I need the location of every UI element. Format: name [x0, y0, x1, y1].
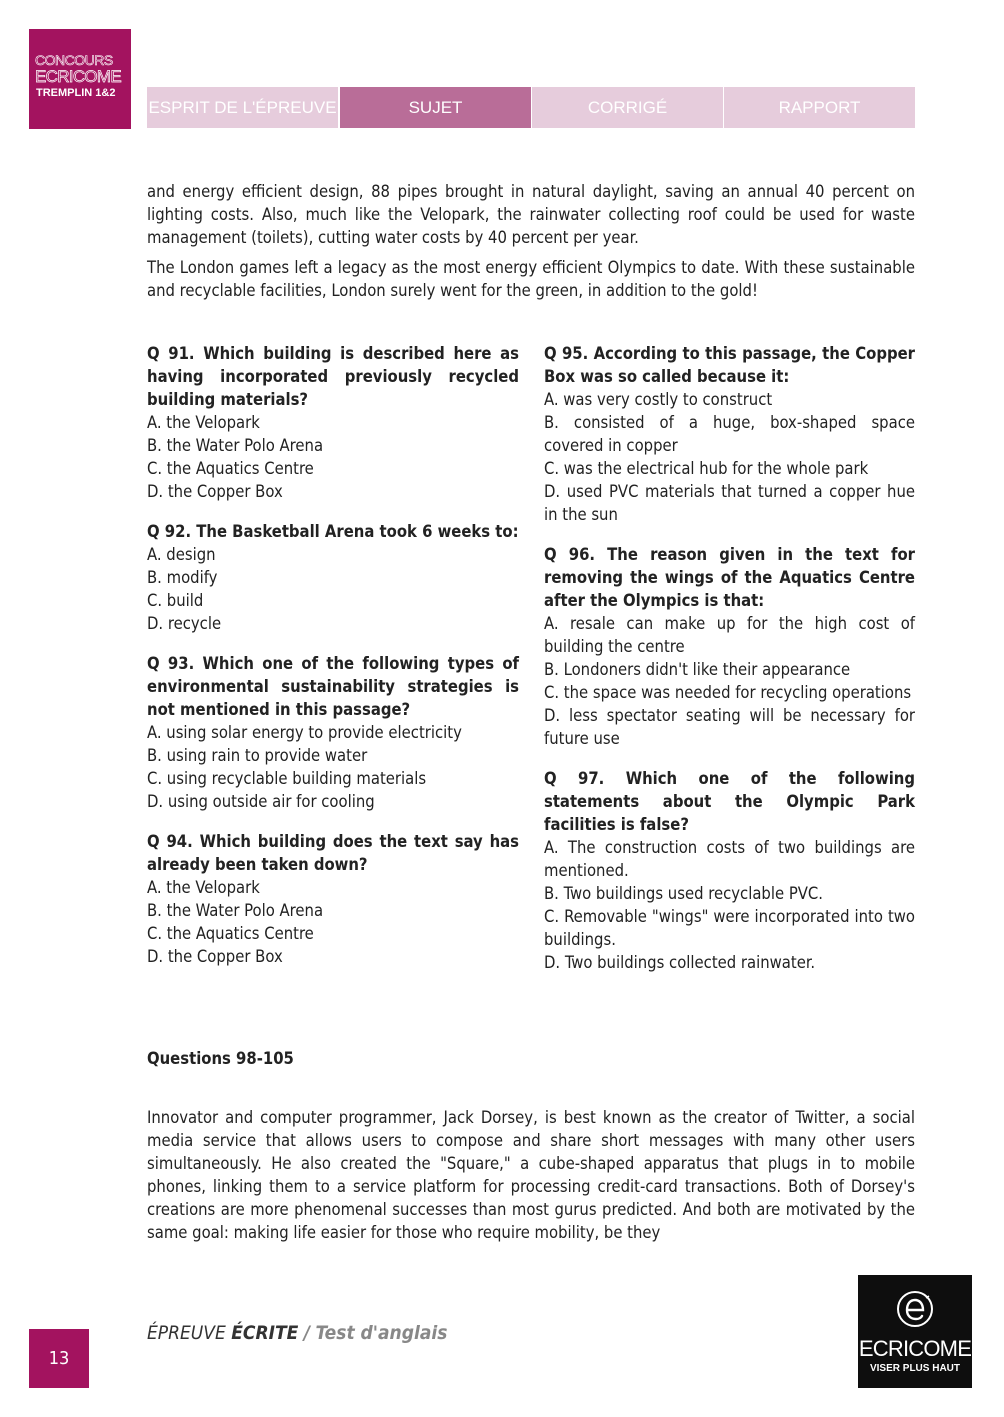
tab-rapport[interactable]: RAPPORT [724, 87, 915, 128]
option-d: D. less spectator seating will be necessary for future use [544, 706, 915, 748]
logo-line-ecricome: ECRICOME [35, 67, 122, 86]
option-b: B. Londoners didn't like their appearance [544, 660, 851, 679]
question-title: Q 95. According to this passage, the Copper Box was so called because it: [544, 344, 915, 386]
footer-subtitle: Test d'anglais [315, 1322, 448, 1344]
footer-title-separator: / [303, 1322, 311, 1344]
question-95 [544, 342, 915, 526]
option-a: A. The construction costs of two buildings are mentioned. [544, 838, 915, 880]
ecricome-badge [858, 1275, 972, 1388]
intro-paragraph-1: and energy efficient design, 88 pipes brought in natural daylight, saving an annual 40 percent on lighting costs. Also, much like the Velopark, the rainwater collecting roof could be used for waste management (toilets), cutting water costs by 40 percent per year. [147, 182, 915, 247]
option-c: C. build [147, 591, 204, 610]
tab-corrige[interactable]: CORRIGÉ [532, 87, 723, 128]
option-c: C. the Aquatics Centre [147, 924, 314, 943]
option-a: A. was very costly to construct [544, 390, 773, 409]
option-d: D. recycle [147, 614, 222, 633]
question-title: Q 92. The Basketball Arena took 6 weeks to: [147, 522, 519, 541]
option-a: A. using solar energy to provide electricity [147, 723, 462, 742]
option-b: B. Two buildings used recyclable PVC. [544, 884, 824, 903]
tab-sujet[interactable]: SUJET [340, 87, 531, 128]
question-title: Q 93. Which one of the following types of environmental sustainability strategies is not mentioned in this passage? [147, 654, 519, 719]
option-b: B. consisted of a huge, box-shaped space covered in copper [544, 413, 915, 455]
question-94 [147, 830, 519, 968]
footer-title [147, 1322, 447, 1344]
question-title: Q 96. The reason given in the text for removing the wings of the Aquatics Centre after the Olympics is that: [544, 545, 915, 610]
logo-line-concours: CONCOURS [35, 52, 113, 68]
ecricome-tagline: VISER PLUS HAUT [869, 1363, 960, 1374]
option-d: D. using outside air for cooling [147, 792, 375, 811]
question-97 [544, 767, 915, 974]
question-title: Q 91. Which building is described here as having incorporated previously recycled building materials? [147, 344, 519, 409]
option-b: B. using rain to provide water [147, 746, 368, 765]
footer-title-ecrite: ÉCRITE [231, 1322, 299, 1344]
questions-right-column [544, 342, 915, 991]
option-d: D. used PVC materials that turned a copper hue in the sun [544, 482, 915, 524]
intro-paragraph-2: The London games left a legacy as the most energy efficient Olympics to date. With these sustainable and recyclable facilities, London surely went for the green, in addition to the gold! [147, 258, 915, 300]
option-a: A. design [147, 545, 216, 564]
option-d: D. the Copper Box [147, 947, 283, 966]
question-96 [544, 543, 915, 750]
question-93 [147, 652, 519, 813]
option-d: D. the Copper Box [147, 482, 283, 501]
tab-esprit-epreuve[interactable]: ESPRIT DE L'ÉPREUVE [147, 87, 338, 128]
option-c: C. using recyclable building materials [147, 769, 427, 788]
ecricome-e-icon [895, 1289, 935, 1329]
option-a: A. resale can make up for the high cost of building the centre [544, 614, 915, 656]
logo-line-tremplin: TREMPLIN 1&2 [36, 87, 116, 99]
questions-left-column [147, 342, 519, 985]
option-b: B. modify [147, 568, 218, 587]
option-b: B. the Water Polo Arena [147, 436, 324, 455]
option-c: C. the space was needed for recycling operations [544, 683, 912, 702]
section-heading: Questions 98-105 [147, 1049, 294, 1068]
question-title: Q 97. Which one of the following statements about the Olympic Park facilities is false? [544, 769, 915, 834]
question-91 [147, 342, 519, 503]
question-92 [147, 520, 519, 635]
section-paragraph: Innovator and computer programmer, Jack Dorsey, is best known as the creator of Twitter, a social media service that allows users to compose and share short messages with many other users simultaneously. He also created the "Square," a cube-shaped apparatus that plugs in to mobile phones, linking them to a service platform for processing credit-card transactions. Both of Dorsey's creations are more phenomenal successes than most gurus predicted. And both are motivated by the same goal: making life easier for those who require mobility, be they [147, 1108, 915, 1242]
ecricome-wordmark: ECRICOME [858, 1336, 972, 1361]
option-c: C. Removable "wings" were incorporated into two buildings. [544, 907, 915, 949]
question-title: Q 94. Which building does the text say has already been taken down? [147, 832, 519, 874]
option-c: C. the Aquatics Centre [147, 459, 314, 478]
concours-logo [29, 29, 131, 129]
option-d: D. Two buildings collected rainwater. [544, 953, 816, 972]
page-number: 13 [29, 1329, 89, 1388]
option-c: C. was the electrical hub for the whole park [544, 459, 869, 478]
option-a: A. the Velopark [147, 413, 260, 432]
footer-title-epreuve: ÉPREUVE [147, 1322, 226, 1344]
option-a: A. the Velopark [147, 878, 260, 897]
option-b: B. the Water Polo Arena [147, 901, 324, 920]
